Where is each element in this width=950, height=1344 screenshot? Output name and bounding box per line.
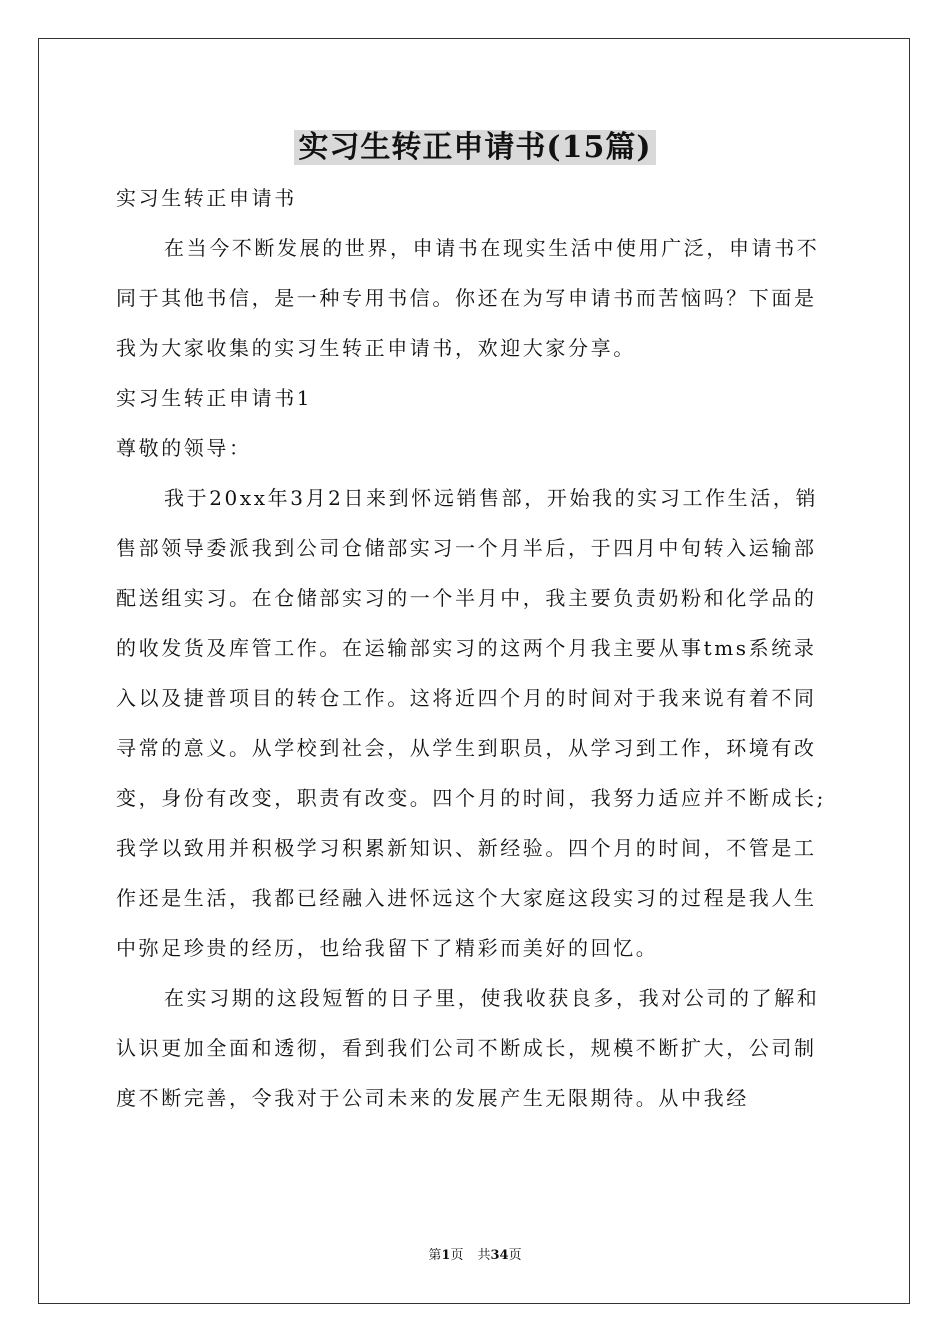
document-title	[0, 124, 950, 172]
total-suffix: 页	[508, 1248, 522, 1263]
page-footer	[0, 1247, 950, 1265]
document-title-text: 实习生转正申请书(15篇)	[294, 130, 655, 165]
section-heading: 实习生转正申请书	[116, 186, 297, 210]
page-prefix: 第	[428, 1248, 442, 1263]
document-body	[116, 173, 836, 1123]
body-paragraph: 我于20xx年3月2日来到怀远销售部，开始我的实习工作生活，销售部领导委派我到公司仓储部实习一个月半后，于四月中旬转入运输部配送组实习。在仓储部实习的一个半月中，我主要负责奶粉和化学品的的收发货及库管工作。在运输部实习的这两个月我主要从事tms系统录入以及捷普项目的转仓工作。这将近四个月的时间对于我来说有着不同寻常的意义。从学校到社会，从学生到职员，从学习到工作，环境有改变，身份有改变，职责有改变。四个月的时间，我努力适应并不断成长;我学以致用并积极学习积累新知识、新经验。四个月的时间，不管是工作还是生活，我都已经融入进怀远这个大家庭这段实习的过程是我人生中弥足珍贵的经历，也给我留下了精彩而美好的回忆。	[116, 486, 826, 960]
intro-paragraph: 在当今不断发展的世界，申请书在现实生活中使用广泛，申请书不同于其他书信，是一种专用书信。你还在为写申请书而苦恼吗？下面是我为大家收集的实习生转正申请书，欢迎大家分享。	[116, 236, 820, 360]
total-pages: 34	[490, 1248, 509, 1263]
body-paragraph: 在实习期的这段短暂的日子里，使我收获良多，我对公司的了解和认识更加全面和透彻，看到我们公司不断成长，规模不断扩大，公司制度不断完善，令我对于公司未来的发展产生无限期待。从中我经	[116, 986, 820, 1110]
page-number: 1	[441, 1248, 451, 1263]
section-heading-1: 实习生转正申请书1	[116, 386, 313, 410]
page-suffix: 页	[450, 1248, 464, 1263]
total-prefix: 共	[477, 1248, 491, 1263]
salutation: 尊敬的领导：	[116, 436, 252, 460]
